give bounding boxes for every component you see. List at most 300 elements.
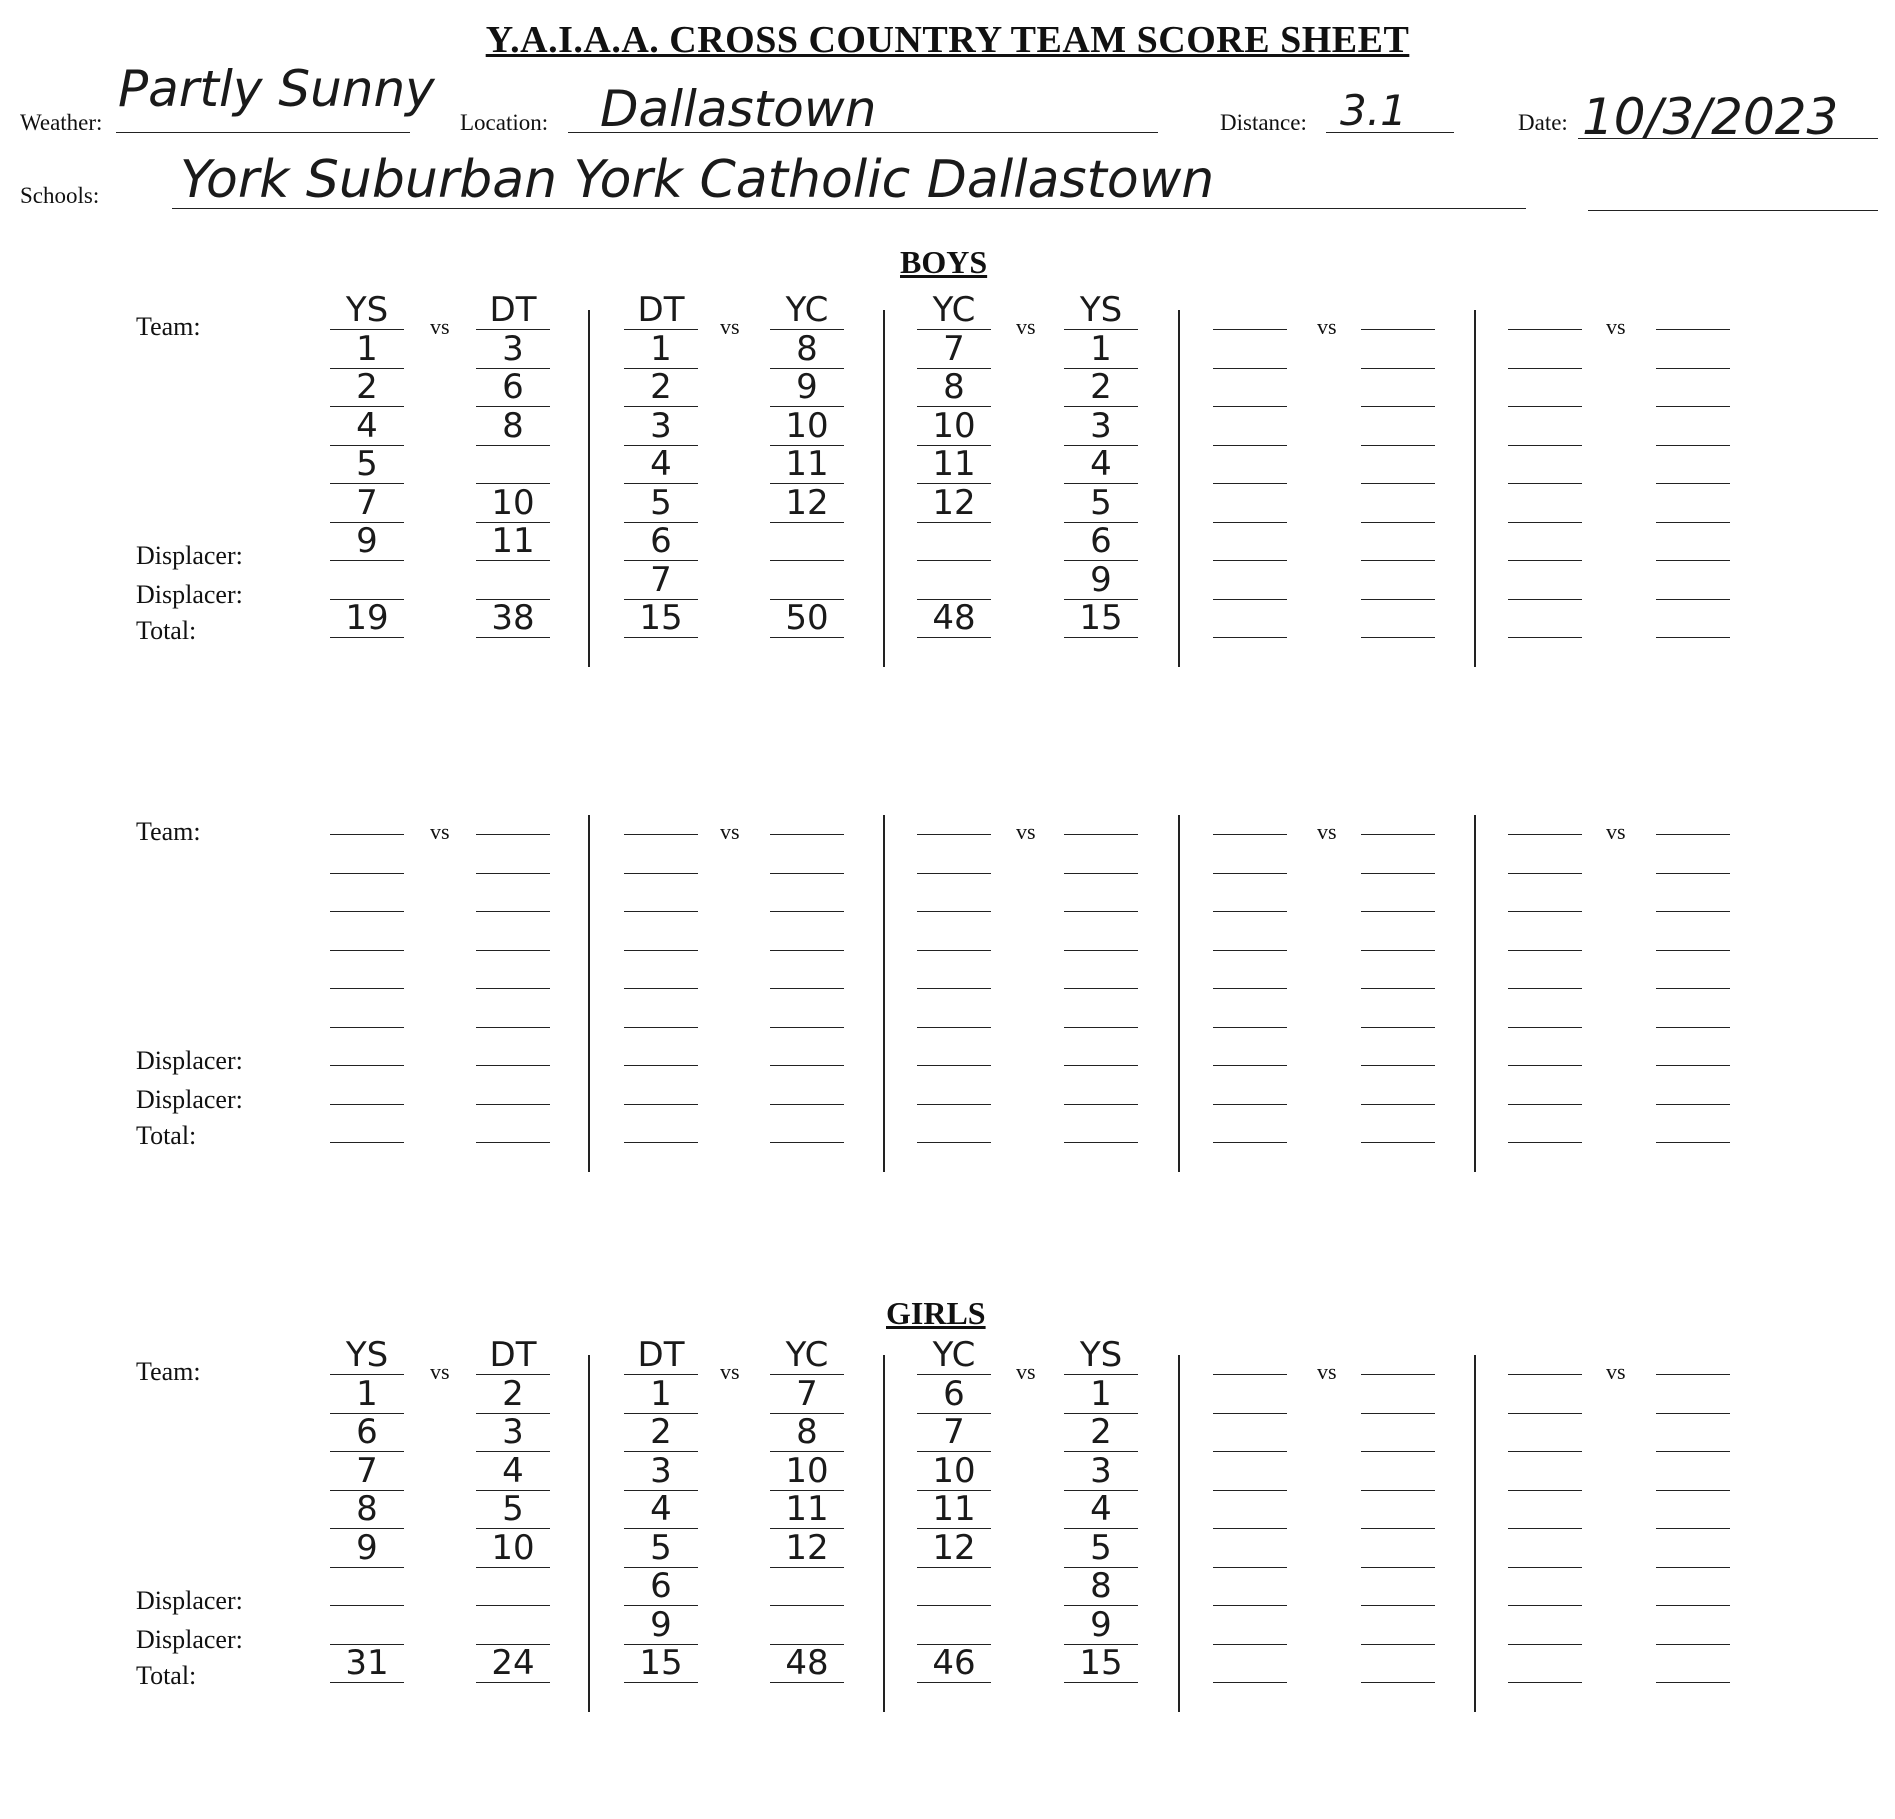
place-field[interactable] bbox=[624, 1489, 698, 1529]
team-a-field[interactable] bbox=[917, 1335, 991, 1375]
displacer-field[interactable] bbox=[1064, 560, 1138, 600]
displacer-field[interactable] bbox=[330, 1566, 404, 1606]
place-field[interactable] bbox=[917, 1412, 991, 1452]
place-field[interactable] bbox=[476, 988, 550, 1028]
place-field[interactable] bbox=[1064, 911, 1138, 951]
place-field[interactable] bbox=[1213, 949, 1287, 989]
place-field[interactable] bbox=[1361, 911, 1435, 951]
place-field[interactable] bbox=[330, 1451, 404, 1491]
total-field[interactable] bbox=[770, 598, 844, 638]
schools-value[interactable]: York Suburban York Catholic Dallastown bbox=[180, 150, 1215, 210]
displacer-field[interactable] bbox=[1213, 521, 1287, 561]
total-field[interactable] bbox=[1361, 1103, 1435, 1143]
place-field[interactable] bbox=[1213, 834, 1287, 874]
place-field[interactable] bbox=[624, 406, 698, 446]
displacer-field[interactable] bbox=[330, 521, 404, 561]
displacer-field[interactable] bbox=[1508, 1026, 1582, 1066]
place-field[interactable] bbox=[1508, 988, 1582, 1028]
place-field[interactable] bbox=[917, 367, 991, 407]
displacer-field[interactable] bbox=[1213, 1605, 1287, 1645]
team-a-field[interactable] bbox=[1213, 290, 1287, 330]
place-field[interactable] bbox=[917, 1489, 991, 1529]
total-field[interactable] bbox=[624, 1643, 698, 1683]
place-field[interactable] bbox=[1213, 1528, 1287, 1568]
displacer-field[interactable] bbox=[476, 560, 550, 600]
place-field[interactable] bbox=[1508, 1451, 1582, 1491]
displacer-field[interactable] bbox=[1508, 521, 1582, 561]
place-field[interactable] bbox=[770, 1489, 844, 1529]
displacer-field[interactable] bbox=[330, 1026, 404, 1066]
place-field[interactable] bbox=[476, 483, 550, 523]
place-field[interactable] bbox=[1361, 367, 1435, 407]
place-field[interactable] bbox=[624, 872, 698, 912]
place-field[interactable] bbox=[330, 1412, 404, 1452]
displacer-field[interactable] bbox=[1656, 560, 1730, 600]
place-field[interactable] bbox=[1361, 329, 1435, 369]
displacer-field[interactable] bbox=[1213, 1065, 1287, 1105]
place-field[interactable] bbox=[1213, 444, 1287, 484]
place-field[interactable] bbox=[1064, 949, 1138, 989]
team-a-field[interactable] bbox=[1213, 795, 1287, 835]
displacer-field[interactable] bbox=[330, 1065, 404, 1105]
team-a-field[interactable] bbox=[624, 1335, 698, 1375]
displacer-field[interactable] bbox=[917, 521, 991, 561]
place-field[interactable] bbox=[770, 1451, 844, 1491]
entry-value: 10 bbox=[932, 1450, 976, 1491]
displacer-field[interactable] bbox=[917, 1026, 991, 1066]
displacer-field[interactable] bbox=[624, 1605, 698, 1645]
total-field[interactable] bbox=[476, 1103, 550, 1143]
total-field[interactable] bbox=[330, 598, 404, 638]
place-field[interactable] bbox=[330, 872, 404, 912]
place-field[interactable] bbox=[1508, 1489, 1582, 1529]
total-field[interactable] bbox=[1361, 598, 1435, 638]
place-field[interactable] bbox=[1656, 872, 1730, 912]
displacer-field[interactable] bbox=[1508, 1605, 1582, 1645]
displacer-field[interactable] bbox=[1064, 1065, 1138, 1105]
place-field[interactable] bbox=[770, 367, 844, 407]
displacer-field[interactable] bbox=[917, 1605, 991, 1645]
entry-value: 2 bbox=[1090, 367, 1112, 407]
team-b-field[interactable] bbox=[476, 290, 550, 330]
team-b-field[interactable] bbox=[1656, 1335, 1730, 1375]
total-field[interactable] bbox=[1213, 598, 1287, 638]
place-field[interactable] bbox=[1064, 1528, 1138, 1568]
entry-value: 4 bbox=[1090, 1489, 1112, 1529]
entry-line bbox=[917, 1142, 991, 1143]
place-field[interactable] bbox=[1656, 911, 1730, 951]
displacer-field[interactable] bbox=[624, 560, 698, 600]
total-field[interactable] bbox=[624, 598, 698, 638]
place-field[interactable] bbox=[330, 444, 404, 484]
place-field[interactable] bbox=[1508, 911, 1582, 951]
column-separator bbox=[1178, 815, 1180, 1172]
displacer-field[interactable] bbox=[770, 1065, 844, 1105]
place-field[interactable] bbox=[624, 1374, 698, 1414]
total-field[interactable] bbox=[1213, 1643, 1287, 1683]
entry-value: 4 bbox=[650, 444, 672, 484]
place-field[interactable] bbox=[1213, 1489, 1287, 1529]
entry-value: DT bbox=[489, 290, 537, 330]
place-field[interactable] bbox=[624, 329, 698, 369]
place-field[interactable] bbox=[624, 1451, 698, 1491]
place-field[interactable] bbox=[917, 444, 991, 484]
place-field[interactable] bbox=[476, 1528, 550, 1568]
entry-value: 2 bbox=[502, 1373, 524, 1414]
displacer-field[interactable] bbox=[1656, 521, 1730, 561]
place-field[interactable] bbox=[1656, 949, 1730, 989]
displacer-field[interactable] bbox=[476, 1566, 550, 1606]
entry-value: 7 bbox=[796, 1373, 818, 1414]
displacer-field[interactable] bbox=[1064, 521, 1138, 561]
team-a-field[interactable] bbox=[1508, 1335, 1582, 1375]
displacer-field[interactable] bbox=[1361, 1065, 1435, 1105]
team-b-field[interactable] bbox=[1656, 290, 1730, 330]
displacer-field[interactable] bbox=[1361, 560, 1435, 600]
team-a-field[interactable] bbox=[330, 290, 404, 330]
team-b-field[interactable] bbox=[1656, 795, 1730, 835]
team-a-field[interactable] bbox=[624, 795, 698, 835]
vs-label: vs bbox=[430, 819, 450, 844]
total-field[interactable] bbox=[1508, 1103, 1582, 1143]
displacer-field[interactable] bbox=[1656, 1065, 1730, 1105]
place-field[interactable] bbox=[1064, 834, 1138, 874]
team-b-field[interactable] bbox=[1361, 1335, 1435, 1375]
displacer-field[interactable] bbox=[770, 560, 844, 600]
total-field[interactable] bbox=[1213, 1103, 1287, 1143]
displacer-field[interactable] bbox=[1213, 560, 1287, 600]
displacer-field[interactable] bbox=[1656, 1566, 1730, 1606]
place-field[interactable] bbox=[476, 1412, 550, 1452]
place-field[interactable] bbox=[1361, 1489, 1435, 1529]
total-field[interactable] bbox=[476, 1643, 550, 1683]
place-field[interactable] bbox=[770, 911, 844, 951]
place-field[interactable] bbox=[917, 1451, 991, 1491]
place-field[interactable] bbox=[624, 483, 698, 523]
place-field[interactable] bbox=[1213, 483, 1287, 523]
team-b-field[interactable] bbox=[1064, 1335, 1138, 1375]
place-field[interactable] bbox=[1656, 1489, 1730, 1529]
place-field[interactable] bbox=[330, 406, 404, 446]
entry-line bbox=[1656, 1142, 1730, 1143]
displacer-field[interactable] bbox=[1361, 1026, 1435, 1066]
entry-value: 5 bbox=[1090, 482, 1112, 523]
displacer-field[interactable] bbox=[330, 1605, 404, 1645]
displacer-field[interactable] bbox=[330, 560, 404, 600]
displacer-field[interactable] bbox=[476, 521, 550, 561]
place-field[interactable] bbox=[1508, 872, 1582, 912]
weather-value[interactable]: Partly Sunny bbox=[118, 60, 435, 118]
place-field[interactable] bbox=[1213, 1374, 1287, 1414]
date-value[interactable]: 10/3/2023 bbox=[1582, 88, 1839, 146]
place-field[interactable] bbox=[1508, 1374, 1582, 1414]
place-field[interactable] bbox=[1064, 329, 1138, 369]
total-field[interactable] bbox=[1656, 1103, 1730, 1143]
displacer-field[interactable] bbox=[624, 521, 698, 561]
team-b-field[interactable] bbox=[1064, 290, 1138, 330]
place-field[interactable] bbox=[330, 1489, 404, 1529]
place-field[interactable] bbox=[330, 911, 404, 951]
column-separator bbox=[883, 310, 885, 667]
place-field[interactable] bbox=[476, 834, 550, 874]
place-field[interactable] bbox=[1213, 872, 1287, 912]
total-field[interactable] bbox=[1064, 1643, 1138, 1683]
displacer-field[interactable] bbox=[1213, 1566, 1287, 1606]
total-field[interactable] bbox=[917, 598, 991, 638]
place-field[interactable] bbox=[1508, 406, 1582, 446]
entry-value: 2 bbox=[356, 367, 378, 407]
place-field[interactable] bbox=[1656, 329, 1730, 369]
place-field[interactable] bbox=[330, 1374, 404, 1414]
displacer-field[interactable] bbox=[1361, 1566, 1435, 1606]
displacer-field[interactable] bbox=[770, 521, 844, 561]
place-field[interactable] bbox=[1213, 367, 1287, 407]
displacer-field[interactable] bbox=[1508, 560, 1582, 600]
place-field[interactable] bbox=[1656, 367, 1730, 407]
displacer-field[interactable] bbox=[624, 1026, 698, 1066]
entry-value: 7 bbox=[356, 1450, 378, 1491]
place-field[interactable] bbox=[1064, 367, 1138, 407]
place-field[interactable] bbox=[917, 406, 991, 446]
place-field[interactable] bbox=[1656, 1528, 1730, 1568]
place-field[interactable] bbox=[476, 1374, 550, 1414]
place-field[interactable] bbox=[917, 834, 991, 874]
place-field[interactable] bbox=[1361, 872, 1435, 912]
place-field[interactable] bbox=[1064, 1374, 1138, 1414]
entry-value: 3 bbox=[650, 1450, 672, 1491]
team-b-field[interactable] bbox=[1361, 795, 1435, 835]
team-a-field[interactable] bbox=[330, 795, 404, 835]
place-field[interactable] bbox=[1361, 406, 1435, 446]
place-field[interactable] bbox=[330, 329, 404, 369]
place-field[interactable] bbox=[770, 1412, 844, 1452]
place-field[interactable] bbox=[476, 1489, 550, 1529]
place-field[interactable] bbox=[1213, 988, 1287, 1028]
place-field[interactable] bbox=[1213, 911, 1287, 951]
place-field[interactable] bbox=[330, 1528, 404, 1568]
entry-value: 9 bbox=[650, 1604, 672, 1645]
place-field[interactable] bbox=[1064, 406, 1138, 446]
place-field[interactable] bbox=[476, 406, 550, 446]
displacer-field[interactable] bbox=[1361, 1605, 1435, 1645]
place-field[interactable] bbox=[624, 1412, 698, 1452]
team-b-field[interactable] bbox=[770, 1335, 844, 1375]
place-field[interactable] bbox=[330, 949, 404, 989]
place-field[interactable] bbox=[1656, 1374, 1730, 1414]
place-field[interactable] bbox=[624, 988, 698, 1028]
place-field[interactable] bbox=[1508, 444, 1582, 484]
place-field[interactable] bbox=[770, 988, 844, 1028]
team-a-field[interactable] bbox=[917, 795, 991, 835]
place-field[interactable] bbox=[917, 988, 991, 1028]
displacer-field[interactable] bbox=[1508, 1065, 1582, 1105]
team-b-field[interactable] bbox=[476, 1335, 550, 1375]
place-field[interactable] bbox=[1361, 483, 1435, 523]
place-field[interactable] bbox=[330, 834, 404, 874]
displacer-field[interactable] bbox=[1213, 1026, 1287, 1066]
place-field[interactable] bbox=[770, 329, 844, 369]
total-field[interactable] bbox=[1508, 1643, 1582, 1683]
place-field[interactable] bbox=[1656, 1451, 1730, 1491]
team-b-field[interactable] bbox=[1064, 795, 1138, 835]
place-field[interactable] bbox=[476, 444, 550, 484]
entry-value: 10 bbox=[785, 405, 829, 446]
place-field[interactable] bbox=[770, 1374, 844, 1414]
place-field[interactable] bbox=[1064, 872, 1138, 912]
displacer-field[interactable] bbox=[1064, 1605, 1138, 1645]
place-field[interactable] bbox=[1064, 444, 1138, 484]
displacer-field[interactable] bbox=[1064, 1026, 1138, 1066]
team-a-field[interactable] bbox=[1508, 795, 1582, 835]
displacer-field[interactable] bbox=[476, 1605, 550, 1645]
place-field[interactable] bbox=[1361, 834, 1435, 874]
place-field[interactable] bbox=[624, 949, 698, 989]
place-field[interactable] bbox=[624, 367, 698, 407]
place-field[interactable] bbox=[770, 949, 844, 989]
place-field[interactable] bbox=[770, 444, 844, 484]
place-field[interactable] bbox=[1508, 483, 1582, 523]
place-field[interactable] bbox=[770, 872, 844, 912]
displacer-field[interactable] bbox=[1656, 1605, 1730, 1645]
place-field[interactable] bbox=[1656, 483, 1730, 523]
place-field[interactable] bbox=[1064, 1489, 1138, 1529]
entry-value: 5 bbox=[502, 1489, 524, 1529]
team-a-field[interactable] bbox=[330, 1335, 404, 1375]
place-field[interactable] bbox=[1508, 1528, 1582, 1568]
place-field[interactable] bbox=[1656, 834, 1730, 874]
displacer-field[interactable] bbox=[1361, 521, 1435, 561]
displacer-field[interactable] bbox=[917, 1065, 991, 1105]
total-field[interactable] bbox=[1656, 1643, 1730, 1683]
place-field[interactable] bbox=[917, 872, 991, 912]
place-field[interactable] bbox=[1213, 406, 1287, 446]
place-field[interactable] bbox=[1213, 1451, 1287, 1491]
team-a-field[interactable] bbox=[624, 290, 698, 330]
place-field[interactable] bbox=[476, 367, 550, 407]
displacer-field[interactable] bbox=[770, 1605, 844, 1645]
place-field[interactable] bbox=[624, 444, 698, 484]
place-field[interactable] bbox=[1361, 1374, 1435, 1414]
total-field[interactable] bbox=[1656, 598, 1730, 638]
total-field[interactable] bbox=[770, 1103, 844, 1143]
place-field[interactable] bbox=[476, 872, 550, 912]
place-field[interactable] bbox=[1213, 1412, 1287, 1452]
total-field[interactable] bbox=[476, 598, 550, 638]
place-field[interactable] bbox=[1656, 444, 1730, 484]
displacer-field[interactable] bbox=[1656, 1026, 1730, 1066]
place-field[interactable] bbox=[1361, 444, 1435, 484]
entry-value: 7 bbox=[943, 1412, 965, 1452]
place-field[interactable] bbox=[1361, 949, 1435, 989]
place-field[interactable] bbox=[1508, 1412, 1582, 1452]
displacer-field[interactable] bbox=[770, 1566, 844, 1606]
place-field[interactable] bbox=[1508, 329, 1582, 369]
place-field[interactable] bbox=[770, 483, 844, 523]
total-field[interactable] bbox=[1064, 1103, 1138, 1143]
displacer-field[interactable] bbox=[476, 1065, 550, 1105]
total-field[interactable] bbox=[917, 1103, 991, 1143]
place-field[interactable] bbox=[1361, 988, 1435, 1028]
place-field[interactable] bbox=[917, 949, 991, 989]
place-field[interactable] bbox=[1508, 834, 1582, 874]
place-field[interactable] bbox=[476, 1451, 550, 1491]
place-field[interactable] bbox=[770, 406, 844, 446]
place-field[interactable] bbox=[917, 911, 991, 951]
entry-line bbox=[1361, 1682, 1435, 1683]
place-field[interactable] bbox=[1213, 329, 1287, 369]
place-field[interactable] bbox=[1656, 406, 1730, 446]
place-field[interactable] bbox=[624, 1528, 698, 1568]
place-field[interactable] bbox=[624, 911, 698, 951]
total-field[interactable] bbox=[770, 1643, 844, 1683]
displacer-field[interactable] bbox=[917, 1566, 991, 1606]
displacer-field[interactable] bbox=[624, 1566, 698, 1606]
place-field[interactable] bbox=[1361, 1451, 1435, 1491]
place-field[interactable] bbox=[476, 329, 550, 369]
place-field[interactable] bbox=[1656, 988, 1730, 1028]
place-field[interactable] bbox=[1064, 483, 1138, 523]
place-field[interactable] bbox=[917, 483, 991, 523]
place-field[interactable] bbox=[1508, 367, 1582, 407]
total-field[interactable] bbox=[917, 1643, 991, 1683]
total-field[interactable] bbox=[1508, 598, 1582, 638]
displacer-field[interactable] bbox=[476, 1026, 550, 1066]
place-field[interactable] bbox=[1361, 1412, 1435, 1452]
total-field[interactable] bbox=[624, 1103, 698, 1143]
team-b-field[interactable] bbox=[770, 290, 844, 330]
total-field[interactable] bbox=[330, 1643, 404, 1683]
place-field[interactable] bbox=[624, 834, 698, 874]
place-field[interactable] bbox=[1656, 1412, 1730, 1452]
team-a-field[interactable] bbox=[1508, 290, 1582, 330]
team-b-field[interactable] bbox=[1361, 290, 1435, 330]
entry-value: YC bbox=[932, 290, 976, 330]
team-a-field[interactable] bbox=[917, 290, 991, 330]
place-field[interactable] bbox=[1064, 988, 1138, 1028]
place-field[interactable] bbox=[917, 1374, 991, 1414]
place-field[interactable] bbox=[1064, 1451, 1138, 1491]
displacer-field[interactable] bbox=[770, 1026, 844, 1066]
team-b-field[interactable] bbox=[476, 795, 550, 835]
team-b-field[interactable] bbox=[770, 795, 844, 835]
place-field[interactable] bbox=[330, 483, 404, 523]
distance-value[interactable]: 3.1 bbox=[1340, 86, 1407, 135]
place-field[interactable] bbox=[1508, 949, 1582, 989]
total-field[interactable] bbox=[1361, 1643, 1435, 1683]
place-field[interactable] bbox=[1064, 1412, 1138, 1452]
location-value[interactable]: Dallastown bbox=[600, 80, 877, 138]
place-field[interactable] bbox=[476, 911, 550, 951]
place-field[interactable] bbox=[476, 949, 550, 989]
place-field[interactable] bbox=[917, 329, 991, 369]
displacer-field[interactable] bbox=[624, 1065, 698, 1105]
displacer-field[interactable] bbox=[917, 560, 991, 600]
place-field[interactable] bbox=[330, 988, 404, 1028]
displacer-field[interactable] bbox=[1508, 1566, 1582, 1606]
place-field[interactable] bbox=[770, 1528, 844, 1568]
place-field[interactable] bbox=[917, 1528, 991, 1568]
place-field[interactable] bbox=[770, 834, 844, 874]
total-field[interactable] bbox=[1064, 598, 1138, 638]
entry-value: YS bbox=[1079, 1335, 1123, 1375]
place-field[interactable] bbox=[1361, 1528, 1435, 1568]
displacer-field[interactable] bbox=[1064, 1566, 1138, 1606]
team-a-field[interactable] bbox=[1213, 1335, 1287, 1375]
entry-line bbox=[1508, 1142, 1582, 1143]
place-field[interactable] bbox=[330, 367, 404, 407]
total-field[interactable] bbox=[330, 1103, 404, 1143]
column-separator bbox=[1178, 310, 1180, 667]
